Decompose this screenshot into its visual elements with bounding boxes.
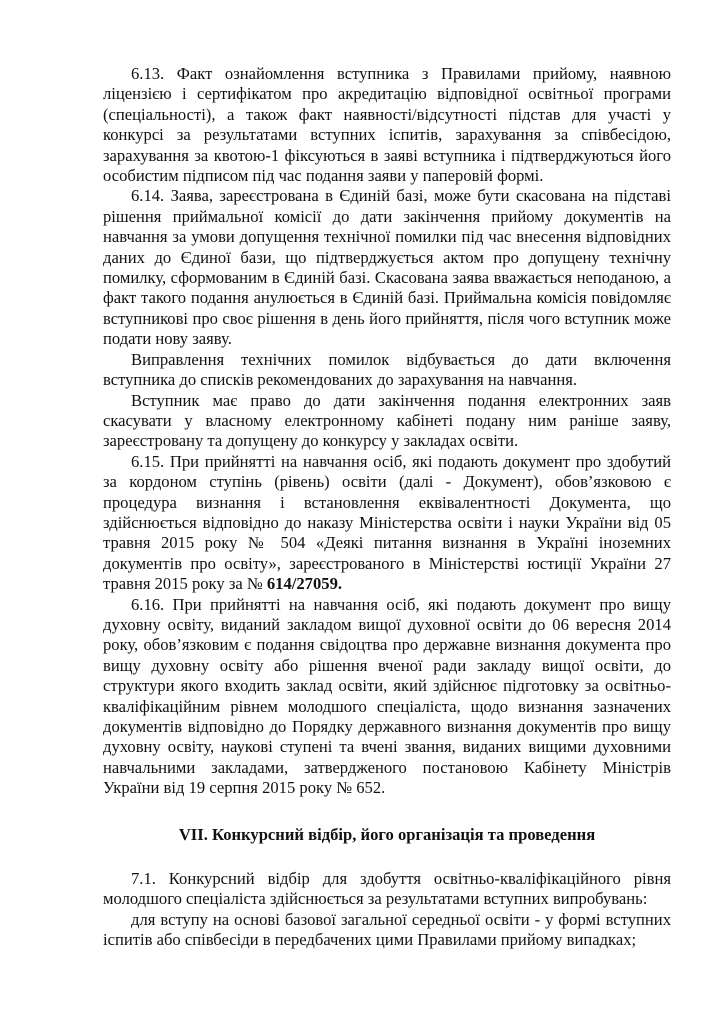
paragraph-6-16: 6.16. При прийнятті на навчання осіб, які подають документ про вищу духовну освіту, виданий закладом вищої духовної освіти до 06 вересня 2014 року, обов’язковим є подання свідоцтва про державне визнання документа про вищу духовну освіту або рішення вченої ради закладу вищої освіти, до структури якого входить заклад освіти, який здійснює підготовку за освітньо-кваліфікаційним рівнем молодшого спеціаліста, щодо визнання зазначених документів відповідно до Порядку державного визнання документів про вищу духовну освіту, наукові ступені та вчені звання, виданих вищими духовними навчальними закладами, затвердженого постановою Кабінету Міністрів України від 19 серпня 2015 року № 652. (103, 594, 671, 798)
document-page (103, 64, 671, 951)
section-heading: VII. Конкурсний відбір, його організація та проведення (178, 824, 596, 844)
paragraph-6-13: 6.13. Факт ознайомлення вступника з Правилами прийому, наявною ліцензією і сертифікатом про акредитацію відповідної освітньої програми (спеціальності), а також факт наявності/відсутності підстав для участі у конкурсі за результатами вступних іспитів, зарахування за співбесідою, зарахування за квотою-1 фіксуються в заяві вступника і підтверджуються його особистим підписом під час подання заяви у паперовій формі. (103, 64, 671, 186)
paragraph-7-1-basic: для вступу на основі базової загальної середньої освіти - у формі вступних іспитів або співбесіди в передбачених цими Правилами прийому випадках; (103, 909, 671, 950)
registration-number: 614/27059. (266, 574, 343, 594)
paragraph-6-15 (103, 452, 671, 595)
paragraph-7-1: 7.1. Конкурсний відбір для здобуття освітньо-кваліфікаційного рівня молодшого спеціаліста здійснюється за результатами вступних випробувань: (103, 869, 671, 909)
paragraph-6-14-cancel: Вступник має право до дати закінчення подання електронних заяв скасувати у власному електронному кабінеті подану ним раніше заяву, зареєстровану та допущену до конкурсу у закладах освіти. (103, 390, 671, 451)
paragraph-6-14: 6.14. Заява, зареєстрована в Єдиній базі, може бути скасована на підставі рішення приймальної комісії до дати закінчення прийому документів на навчання за умови допущення технічної помилки під час внесення відповідних даних до Єдиної бази, що підтверджується актом про допущену технічну помилку, сформованим в Єдиній базі. Скасована заява вважається неподаною, а факт такого подання анулюється в Єдиній базі. Приймальна комісія повідомляє вступникові про своє рішення в день його прийняття, після чого вступник може подати нову заяву. (103, 186, 671, 349)
paragraph-6-14-correction: Виправлення технічних помилок відбувається до дати включення вступника до списків рекомендованих до зарахування на навчання. (103, 349, 671, 390)
paragraph-6-15-text: 6.15. При прийнятті на навчання осіб, які подають документ про здобутий за кордоном ступінь (рівень) освіти (далі - Документ), обов’язковою є процедура визнання і встановлення еквівалентності Документа, що здійснюється відповідно до наказу Міністерства освіти і науки України від 05 травня 2015 року № 504 «Деякі питання визнання в Україні іноземних документів про освіту», зареєстрованого в Міністерстві юстиції України 27 травня 2015 року за № (103, 451, 671, 594)
